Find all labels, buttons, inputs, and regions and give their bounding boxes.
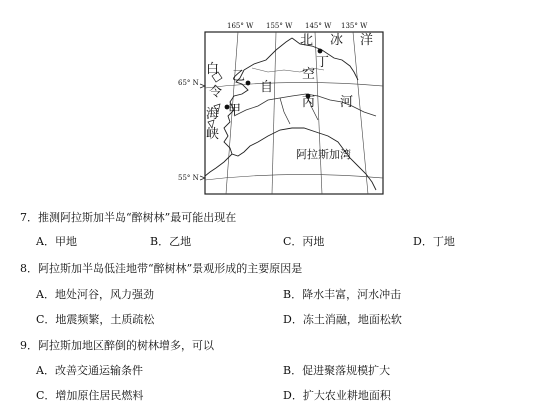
lon-label-165: 165° W (227, 22, 254, 30)
label-ling: 令 (209, 85, 223, 100)
lat65-tick (200, 84, 205, 88)
q8-option-b[interactable]: B．降水丰富，河水冲击 (283, 288, 402, 301)
label-hai: 海 (206, 107, 220, 122)
label-xia: 峡 (206, 127, 220, 142)
label-zi: 自 (260, 80, 274, 95)
label-yi: 乙 (232, 69, 246, 84)
lon-label-155: 155° W (266, 22, 293, 30)
label-bai: 白 (206, 62, 220, 77)
label-bei: 北 (300, 33, 314, 48)
dot-ding (318, 49, 323, 54)
label-gulf: 阿拉斯加湾 (296, 148, 351, 161)
label-kong: 空 (302, 67, 316, 82)
q7-option-a[interactable]: A．甲地 (36, 235, 77, 248)
q8-option-d[interactable]: D．冻土消融，地面松软 (283, 313, 402, 326)
q9-option-a[interactable]: A．改善交通运输条件 (36, 364, 143, 377)
label-bing2: 丙 (302, 95, 316, 110)
label-ding: 丁 (316, 55, 330, 70)
label-he: 河 (340, 95, 354, 110)
map-drawing (172, 20, 387, 198)
label-jia: 甲 (228, 103, 242, 118)
dot-yi (246, 81, 251, 86)
meridian-155 (272, 32, 276, 194)
tributary-2 (280, 98, 290, 124)
lon-label-135: 135° W (341, 22, 368, 30)
lat-label-55: 55° N (178, 174, 199, 182)
label-yang: 洋 (360, 33, 374, 48)
parallel-55 (205, 174, 383, 180)
lat-label-65: 65° N (178, 79, 199, 87)
label-bing: 冰 (330, 33, 344, 48)
q7-option-c[interactable]: C．丙地 (283, 235, 325, 248)
alaska-map (172, 20, 387, 198)
question-8-stem: 8．阿拉斯加半岛低洼地带“醉树林”景观形成的主要原因是 (20, 262, 303, 275)
q8-option-a[interactable]: A．地处河谷，风力强劲 (36, 288, 154, 301)
q7-option-b[interactable]: B．乙地 (150, 235, 192, 248)
question-7-stem: 7．推测阿拉斯加半岛“醉树林”最可能出现在 (20, 211, 237, 224)
q8-option-c[interactable]: C．地震频繁，土质疏松 (36, 313, 155, 326)
q9-option-c[interactable]: C．增加原住居民燃料 (36, 389, 144, 402)
q9-option-b[interactable]: B．促进聚落规模扩大 (283, 364, 391, 377)
question-9-stem: 9．阿拉斯加地区醉倒的树林增多，可以 (20, 339, 214, 352)
lon-label-145: 145° W (305, 22, 332, 30)
q7-option-d[interactable]: D．丁地 (413, 235, 455, 248)
lat55-tick (200, 176, 205, 180)
q9-option-d[interactable]: D．扩大农业耕地面积 (283, 389, 391, 402)
